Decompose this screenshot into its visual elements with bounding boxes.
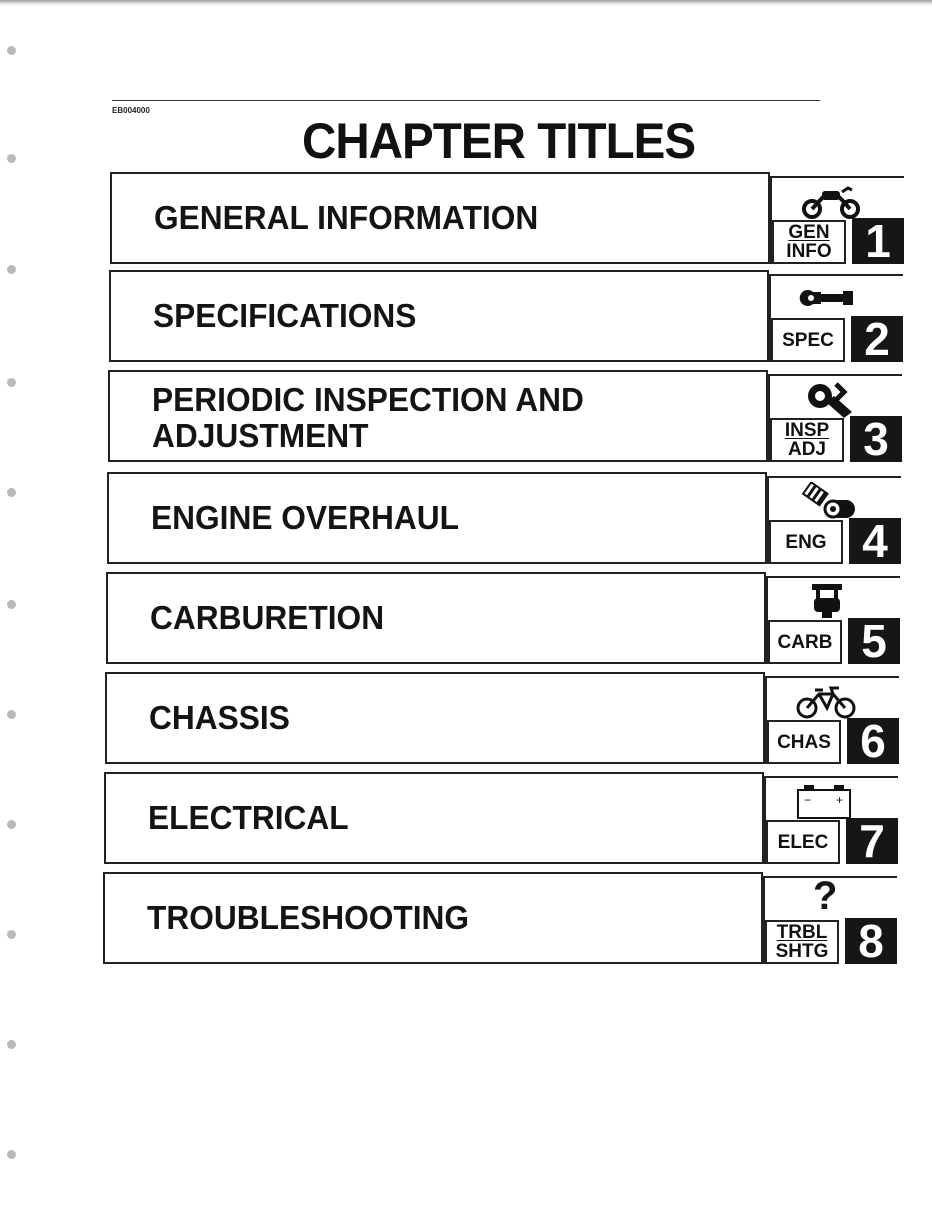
chapter-title-line: SPECIFICATIONS [153,297,417,334]
battery-plus-sign: + [836,793,844,807]
header-rule [112,100,820,101]
chapter-abbreviation [765,920,839,964]
chapter-number: 5 [848,618,900,664]
abbreviation-line: TRBL [776,922,828,943]
chapter-tab[interactable] [764,772,898,866]
chapter-row-trbl[interactable] [103,872,897,966]
abbreviation-line: CARB [777,631,833,653]
binder-hole [7,265,16,274]
chapter-tab[interactable] [770,172,904,266]
chapter-number: 2 [851,316,903,362]
chapter-title-box [106,572,766,664]
binder-hole [7,46,16,55]
battery-minus-sign: − [804,793,812,807]
inspection-tools-icon [796,380,862,418]
binder-hole [7,820,16,829]
chapter-abbreviation [771,318,845,362]
chapter-abbreviation [767,720,841,764]
abbreviation-line: GEN [788,222,830,243]
page-top-edge [0,0,932,6]
chapter-title-line: ENGINE OVERHAUL [151,499,460,536]
binder-hole [7,1040,16,1049]
chapter-title [154,200,538,236]
chapter-tab[interactable] [763,872,897,966]
chapter-number: 7 [846,818,898,864]
chapter-abbreviation [766,820,840,864]
chapter-row-carb[interactable] [106,572,900,666]
chapter-title-line: TROUBLESHOOTING [147,899,470,936]
chapter-title-line: PERIODIC INSPECTION AND [152,381,584,418]
chapter-abbreviation [770,418,844,462]
chapter-row-chas[interactable] [105,672,899,766]
abbreviation-line: ELEC [777,831,829,853]
chapter-row-spec[interactable] [109,270,903,364]
chapter-title [148,800,349,836]
chapter-number: 1 [852,218,904,264]
chapter-abbreviation [769,520,843,564]
chapter-title-box [108,370,768,462]
document-code: EB004000 [112,106,150,115]
chapter-title [152,382,584,454]
chapter-tab[interactable] [766,572,900,666]
page-title: CHAPTER TITLES [302,113,696,169]
chapter-title-line: CARBURETION [150,599,385,636]
chapter-title-line: CHASSIS [149,699,290,736]
binder-hole [7,378,16,387]
chapter-title-box [104,772,764,864]
chapter-title-box [105,672,765,764]
chapter-title [151,500,459,536]
chapter-tab[interactable] [767,472,901,566]
question-mark-icon: ? [813,874,838,918]
abbreviation-line: SHTG [775,941,829,962]
abbreviation-line: SPEC [782,329,834,351]
chapter-row-gen[interactable] [110,172,904,266]
chapter-title-line: GENERAL INFORMATION [154,199,539,236]
chapter-title-line: ADJUSTMENT [152,417,369,454]
chapter-title-box [107,472,767,564]
chapter-number: 3 [850,416,902,462]
chapter-title-line: ELECTRICAL [148,799,349,836]
chapter-title-box [110,172,770,264]
chapter-row-insp[interactable] [108,370,902,464]
chapter-number: 4 [849,518,901,564]
carburetor-icon [794,582,860,620]
abbreviation-line: INFO [786,241,832,262]
bicycle-icon [793,682,859,720]
binder-hole [7,488,16,497]
chapter-number: 6 [847,718,899,764]
chapter-title [153,298,416,334]
binder-hole [7,710,16,719]
chapter-title-box [109,270,769,362]
chapter-tab[interactable] [765,672,899,766]
abbreviation-line: ENG [785,531,827,553]
binder-hole [7,600,16,609]
chapter-row-eng[interactable] [107,472,901,566]
chapter-abbreviation [768,620,842,664]
chapter-title [149,700,290,736]
chapter-row-elec[interactable] [104,772,898,866]
abbreviation-line: CHAS [777,731,831,753]
chapter-title [147,900,469,936]
chapter-abbreviation [772,220,846,264]
binder-hole [7,1150,16,1159]
chapter-tab[interactable] [769,270,903,364]
abbreviation-line: ADJ [787,439,826,460]
motorcycle-icon [798,182,864,220]
binder-hole [7,154,16,163]
chapter-tab[interactable] [768,370,902,464]
engine-icon [795,482,861,520]
chapter-title [150,600,384,636]
abbreviation-line: INSP [784,420,830,441]
wrench-icon [797,280,863,318]
battery-icon [792,782,858,820]
chapter-number: 8 [845,918,897,964]
chapter-title-box [103,872,763,964]
binder-hole [7,930,16,939]
